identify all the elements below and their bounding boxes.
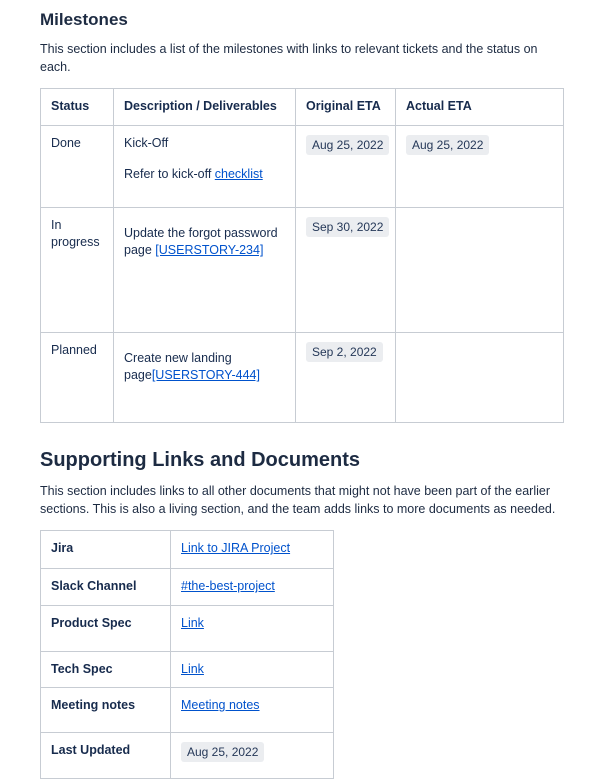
milestone-desc-text: Refer to kick-off — [124, 167, 215, 182]
tech-spec-link[interactable]: Link — [181, 661, 204, 676]
description-cell — [114, 207, 296, 332]
milestone-desc-text: Create new landing page — [124, 350, 232, 383]
link-label-product-spec: Product Spec — [41, 605, 171, 651]
table-row — [41, 531, 334, 569]
link-value-cell — [171, 688, 334, 733]
link-value-cell — [171, 651, 334, 688]
link-value-cell — [171, 605, 334, 651]
link-label-slack: Slack Channel — [41, 569, 171, 606]
supporting-links-table — [40, 530, 334, 779]
status-cell: Done — [41, 125, 114, 207]
slack-channel-link[interactable]: #the-best-project — [181, 579, 275, 593]
link-value-cell — [171, 733, 334, 779]
milestone-desc-line — [124, 350, 285, 385]
milestone-desc-text: Update the forgot password page — [124, 225, 278, 258]
column-header-actual-eta: Actual ETA — [396, 89, 564, 126]
milestone-desc-line — [124, 225, 285, 260]
link-label-meeting-notes: Meeting notes — [41, 688, 171, 733]
original-eta-cell — [296, 332, 396, 422]
table-row — [41, 651, 334, 688]
table-row — [41, 733, 334, 779]
link-label-jira: Jira — [41, 531, 171, 569]
link-label-last-updated: Last Updated — [41, 733, 171, 779]
description-cell — [114, 332, 296, 422]
milestones-description: This section includes a list of the milestones with links to relevant tickets and the status on each. — [40, 42, 538, 75]
userstory-234-link[interactable]: [USERSTORY-234] — [155, 243, 264, 258]
checklist-link[interactable]: checklist — [214, 167, 263, 182]
date-lozenge: Sep 2, 2022 — [306, 342, 383, 362]
milestones-table — [40, 88, 564, 423]
date-lozenge: Sep 30, 2022 — [306, 217, 389, 237]
original-eta-cell — [296, 207, 396, 332]
date-lozenge: Aug 25, 2022 — [306, 135, 389, 155]
product-spec-link[interactable]: Link — [181, 615, 204, 630]
date-lozenge: Aug 25, 2022 — [406, 135, 489, 155]
meeting-notes-link[interactable]: Meeting notes — [181, 698, 260, 712]
link-label-tech-spec: Tech Spec — [41, 651, 171, 688]
date-lozenge: Aug 25, 2022 — [181, 742, 264, 762]
supporting-links-description: This section includes links to all other documents that might not have been part of the earlier sections. This is also a living section, and the team adds links to more documents as needed. — [40, 483, 556, 516]
status-cell: Planned — [41, 332, 114, 422]
milestones-header-row — [41, 89, 564, 126]
link-value-cell — [171, 531, 334, 569]
column-header-status: Status — [41, 89, 114, 126]
column-header-original-eta: Original ETA — [296, 89, 396, 126]
column-header-description: Description / Deliverables — [114, 89, 296, 126]
actual-eta-cell — [396, 125, 564, 207]
original-eta-cell — [296, 125, 396, 207]
actual-eta-cell — [396, 207, 564, 332]
actual-eta-cell — [396, 332, 564, 422]
table-row — [41, 207, 564, 332]
milestone-desc-line — [124, 166, 285, 184]
milestone-desc-line: Kick-Off — [124, 135, 169, 150]
milestones-heading: Milestones — [40, 10, 128, 29]
table-row — [41, 569, 334, 606]
supporting-links-heading: Supporting Links and Documents — [40, 448, 361, 471]
table-row — [41, 688, 334, 733]
table-row — [41, 605, 334, 651]
table-row — [41, 125, 564, 207]
jira-project-link[interactable]: Link to JIRA Project — [181, 541, 291, 555]
userstory-444-link[interactable]: [USERSTORY-444] — [151, 368, 260, 383]
table-row — [41, 332, 564, 422]
link-value-cell — [171, 569, 334, 606]
description-cell — [114, 125, 296, 207]
status-cell: In progress — [41, 207, 114, 332]
